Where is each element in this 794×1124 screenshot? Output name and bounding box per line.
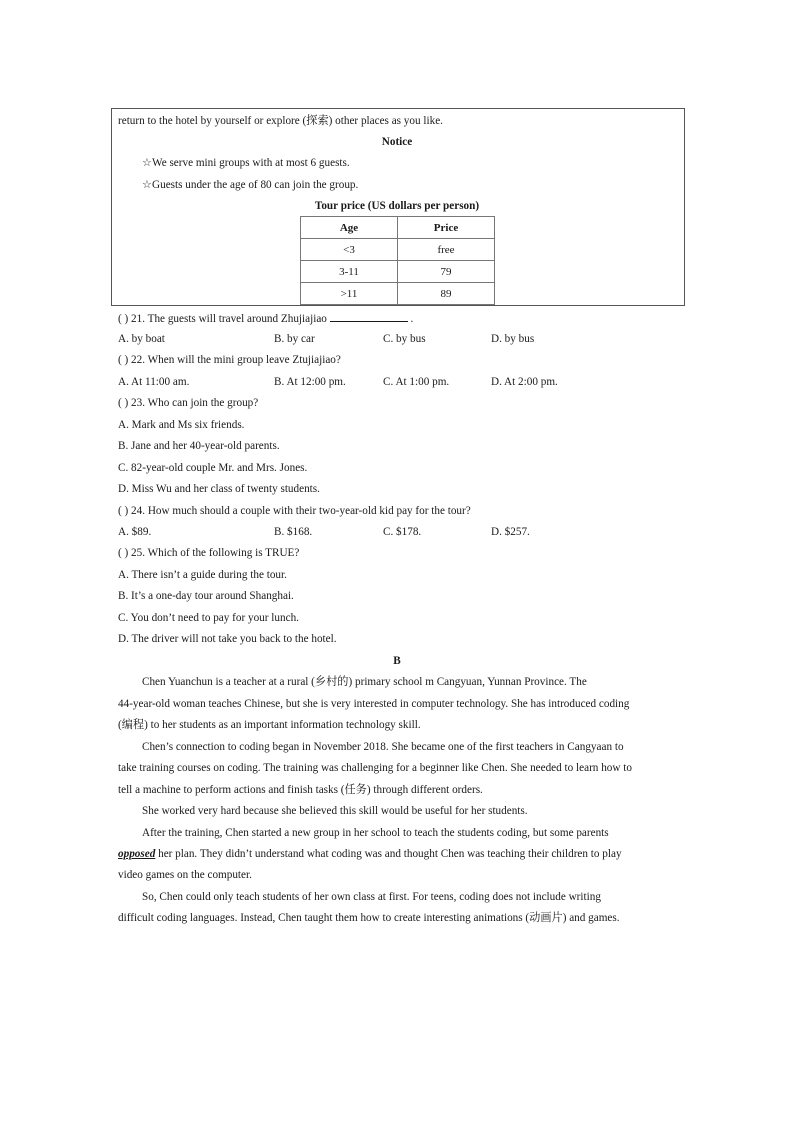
passage-heading: B <box>393 655 401 667</box>
option-d: D. The driver will not take you back to the hotel. <box>118 633 337 645</box>
notice-item: ☆Guests under the age of 80 can join the group. <box>142 179 359 191</box>
table-cell-price: 89 <box>398 283 495 305</box>
option-c: C. 82-year-old couple Mr. and Mrs. Jones. <box>118 462 308 474</box>
table-header-age: Age <box>301 217 398 239</box>
passage-line-rest: her plan. They didn’t understand what coding was and thought Chen was teaching their children to play <box>155 848 622 860</box>
passage-line: difficult coding languages. Instead, Chen taught them how to create interesting animations (动画片) and games. <box>118 912 620 924</box>
passage-line: After the training, Chen started a new group in her school to teach the students coding, but some parents <box>142 827 609 839</box>
option-b: B. Jane and her 40-year-old parents. <box>118 440 280 452</box>
key-word-opposed: opposed <box>118 848 156 860</box>
option-d: D. At 2:00 pm. <box>491 376 558 388</box>
passage-line-opposed <box>118 847 622 861</box>
passage-line: She worked very hard because she believed this skill would be useful for her students. <box>142 805 528 817</box>
table-row <box>301 239 495 261</box>
question-stem-suffix: . <box>410 313 414 325</box>
table-cell-price: 79 <box>398 261 495 283</box>
passage-line: Chen Yuanchun is a teacher at a rural (乡村的) primary school m Cangyuan, Yunnan Province. The <box>142 676 587 688</box>
passage-line: Chen’s connection to coding began in November 2018. She became one of the first teachers in Cangyaan to <box>142 741 624 753</box>
table-header-price: Price <box>398 217 495 239</box>
answer-blank <box>330 311 408 322</box>
option-d: D. by bus <box>491 333 535 345</box>
passage-line: take training courses on coding. The training was challenging for a beginner like Chen. She needed to learn how to <box>118 762 632 774</box>
passage-line: So, Chen could only teach students of her own class at first. For teens, coding does not include writing <box>142 891 601 903</box>
option-c: C. At 1:00 pm. <box>383 376 450 388</box>
option-c: C. by bus <box>383 333 426 345</box>
option-a: A. Mark and Ms six friends. <box>118 419 245 431</box>
option-b: B. $168. <box>274 526 313 538</box>
option-b: B. At 12:00 pm. <box>274 376 346 388</box>
table-cell-age: 3-11 <box>301 261 398 283</box>
option-c: C. You don’t need to pay for your lunch. <box>118 612 299 624</box>
question-22-stem: ( ) 22. When will the mini group leave Ztujiajiao? <box>118 354 341 366</box>
option-c: C. $178. <box>383 526 422 538</box>
notice-title: Notice <box>381 136 413 148</box>
question-24-stem: ( ) 24. How much should a couple with their two-year-old kid pay for the tour? <box>118 505 471 517</box>
passage-line: (编程) to her students as an important information technology skill. <box>118 719 421 731</box>
question-23-stem: ( ) 23. Who can join the group? <box>118 397 259 409</box>
passage-line: video games on the computer. <box>118 869 252 881</box>
notice-item: ☆We serve mini groups with at most 6 guests. <box>142 157 350 169</box>
price-table <box>300 216 495 305</box>
passage-line: 44-year-old woman teaches Chinese, but she is very interested in computer technology. She has introduced coding <box>118 698 630 710</box>
table-cell-age: <3 <box>301 239 398 261</box>
table-cell-age: >11 <box>301 283 398 305</box>
passage-line: tell a machine to perform actions and finish tasks (任务) through different orders. <box>118 784 483 796</box>
table-row <box>301 261 495 283</box>
continued-text: return to the hotel by yourself or explore (探索) other places as you like. <box>118 115 443 127</box>
option-d: D. Miss Wu and her class of twenty students. <box>118 483 320 495</box>
option-b: B. It’s a one-day tour around Shanghai. <box>118 590 294 602</box>
table-row <box>301 283 495 305</box>
question-21-stem <box>118 311 413 326</box>
option-a: A. There isn’t a guide during the tour. <box>118 569 287 581</box>
option-a: A. by boat <box>118 333 165 345</box>
table-cell-price: free <box>398 239 495 261</box>
option-a: A. $89. <box>118 526 152 538</box>
option-a: A. At 11:00 am. <box>118 376 190 388</box>
question-stem-prefix: ( ) 21. The guests will travel around Zhujiajiao <box>118 313 327 325</box>
option-d: D. $257. <box>491 526 530 538</box>
table-title: Tour price (US dollars per person) <box>314 200 480 212</box>
table-header-row <box>301 217 495 239</box>
question-25-stem: ( ) 25. Which of the following is TRUE? <box>118 547 300 559</box>
option-b: B. by car <box>274 333 315 345</box>
